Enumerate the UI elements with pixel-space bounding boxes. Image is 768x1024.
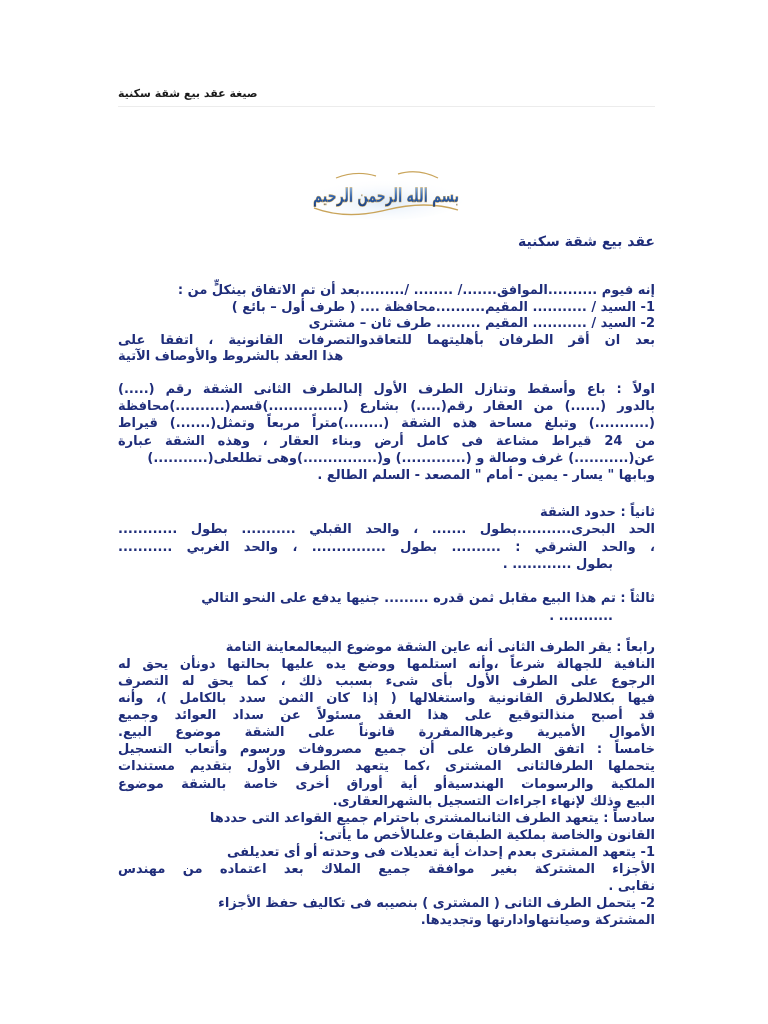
contract-line: ثالثاً : تم هذا البيع مقابل ثمن قدره ......... جنيها يدفع على النحو التالي xyxy=(201,591,655,606)
contract-line: خامساً : اتفق الطرفان على أن جميع مصروفات ورسوم وأتعاب التسجيل xyxy=(118,742,655,758)
contract-line: 1- يتعهد المشترى بعدم إحداث أية تعديلات فى وحدته أو أى تعديلفى xyxy=(226,844,655,860)
contract-line: ، والحد الشرقي : .......... بطول ............... ، والحد الغربي ........... xyxy=(118,539,655,555)
contract-line: بعد ان أقر الطرفان بأهليتهما للتعاقدوالتصرفات القانونية ، اتفقا على xyxy=(118,332,655,348)
contract-line: بالدور (......) من العقار رقم(.....) بشارع (...............)قسم(..........)محافظة xyxy=(118,399,655,415)
contract-line: الملكية والرسومات الهندسيةأو أية أوراق أخرى خاصة بالشقة موضوع xyxy=(118,776,655,792)
contract-line: نقابى . xyxy=(608,878,655,894)
contract-line: وبابها " يسار - يمين - أمام " المصعد - السلم الطالع . xyxy=(317,468,655,484)
clause-second-boundaries xyxy=(118,504,655,573)
contract-line: 2- يتحمل الطرف الثانى ( المشترى ) بنصيبه فى تكاليف حفظ الأجزاء xyxy=(218,895,655,911)
contract-line: الحد البحرى...........بطول ....... ، والحد القبلي ........... بطول ............ xyxy=(118,522,655,538)
contract-line: المشتركة وصيانتهاوادارتها وتجديدها. xyxy=(420,913,655,928)
contract-line: 2- السيد / ........... المقيم ......... طرف ثان – مشترى xyxy=(308,316,655,332)
contract-line: 1- السيد / ........... المقيم..........محافظة .... ( طرف أول – بائع ) xyxy=(231,299,655,315)
contract-line: الرجوع على الطرف الأول بأى شىء بسبب ذلك ، كما يحق له التصرف xyxy=(118,674,655,690)
intro-paragraph xyxy=(118,283,655,366)
contract-line: البيع وذلك لإنهاء اجراءات التسجيل بالشهرالعقارى. xyxy=(332,793,655,809)
contract-line: من 24 قيراط مشاعة فى كامل أرض وبناء العقار ، وهذه الشقة عبارة xyxy=(118,433,655,449)
clauses-fourth-to-sixth xyxy=(118,639,655,929)
contract-line: إنه فيوم ..........الموافق......./ ........ /.........بعد أن تم الاتفاق بينكلٍّ من : xyxy=(177,283,655,298)
clause-third-price xyxy=(118,590,655,626)
contract-line: القانون والخاصة بملكية الطبقات وعلىالأخص ما يأتى: xyxy=(318,827,655,843)
contract-title: عقد بيع شقة سكنية xyxy=(517,234,655,250)
contract-line: يتحملها الطرفالثانى المشترى ،كما يتعهد الطرف الأول بتقديم مستندات xyxy=(118,759,655,775)
contract-line: فيها بكلالطرق القانونية واستغلالها ( إذا كان الثمن سدد بالكامل )، وأنه xyxy=(118,691,655,707)
contract-line: ........... . xyxy=(549,609,613,624)
basmala-ornament xyxy=(306,164,466,222)
contract-line: قد أصبح منذالتوقيع على هذا العقد مسئولاً عن سداد العوائد وجميع xyxy=(118,708,655,724)
clause-first-paragraph xyxy=(118,381,655,484)
contract-line: النافية للجهالة شرعاً ،وأنه استلمها ووضع يده عليها بحالتها دونأن يحق له xyxy=(118,657,655,673)
contract-line: اولاً : باع وأسقط وتنازل الطرف الأول إلىالطرف الثانى الشقة رقم (.....) xyxy=(118,382,655,397)
contract-line: عن(...........) غرف وصالة و (.............) و(...............)وهى تطلعلى(...........) xyxy=(147,450,655,466)
contract-line: بطول ............ . xyxy=(502,556,613,572)
contract-line: رابعاً : يقر الطرف الثانى أنه عاين الشقة موضوع البيعالمعاينة التامة xyxy=(225,640,655,655)
contract-line: هذا العقد بالشروط والأوصاف الآتية xyxy=(118,349,344,365)
contract-line: سادساً : يتعهد الطرف الثانىالمشترى باحترام جميع القواعد التى حددها xyxy=(209,810,655,826)
contract-line: (...........) وتبلغ مساحة هذه الشقة (........)متراً مربعاً وتمثل(.......) قيراط xyxy=(118,416,655,432)
contract-line: الأجزاء المشتركة بغير موافقة جميع الملاك بعد اعتماده من مهندس xyxy=(118,861,655,877)
contract-line: الأموال الأميرية وغيرهاالمقررة قانوناً على الشقة موضوع البيع. xyxy=(118,725,655,741)
basmala-text: بسم الله الرحمن الرحيم xyxy=(313,185,459,207)
header-divider xyxy=(118,106,655,107)
document-header: صيغة عقد بيع شقة سكنية xyxy=(118,87,258,100)
contract-line: ثانياً : حدود الشقة xyxy=(539,505,655,520)
